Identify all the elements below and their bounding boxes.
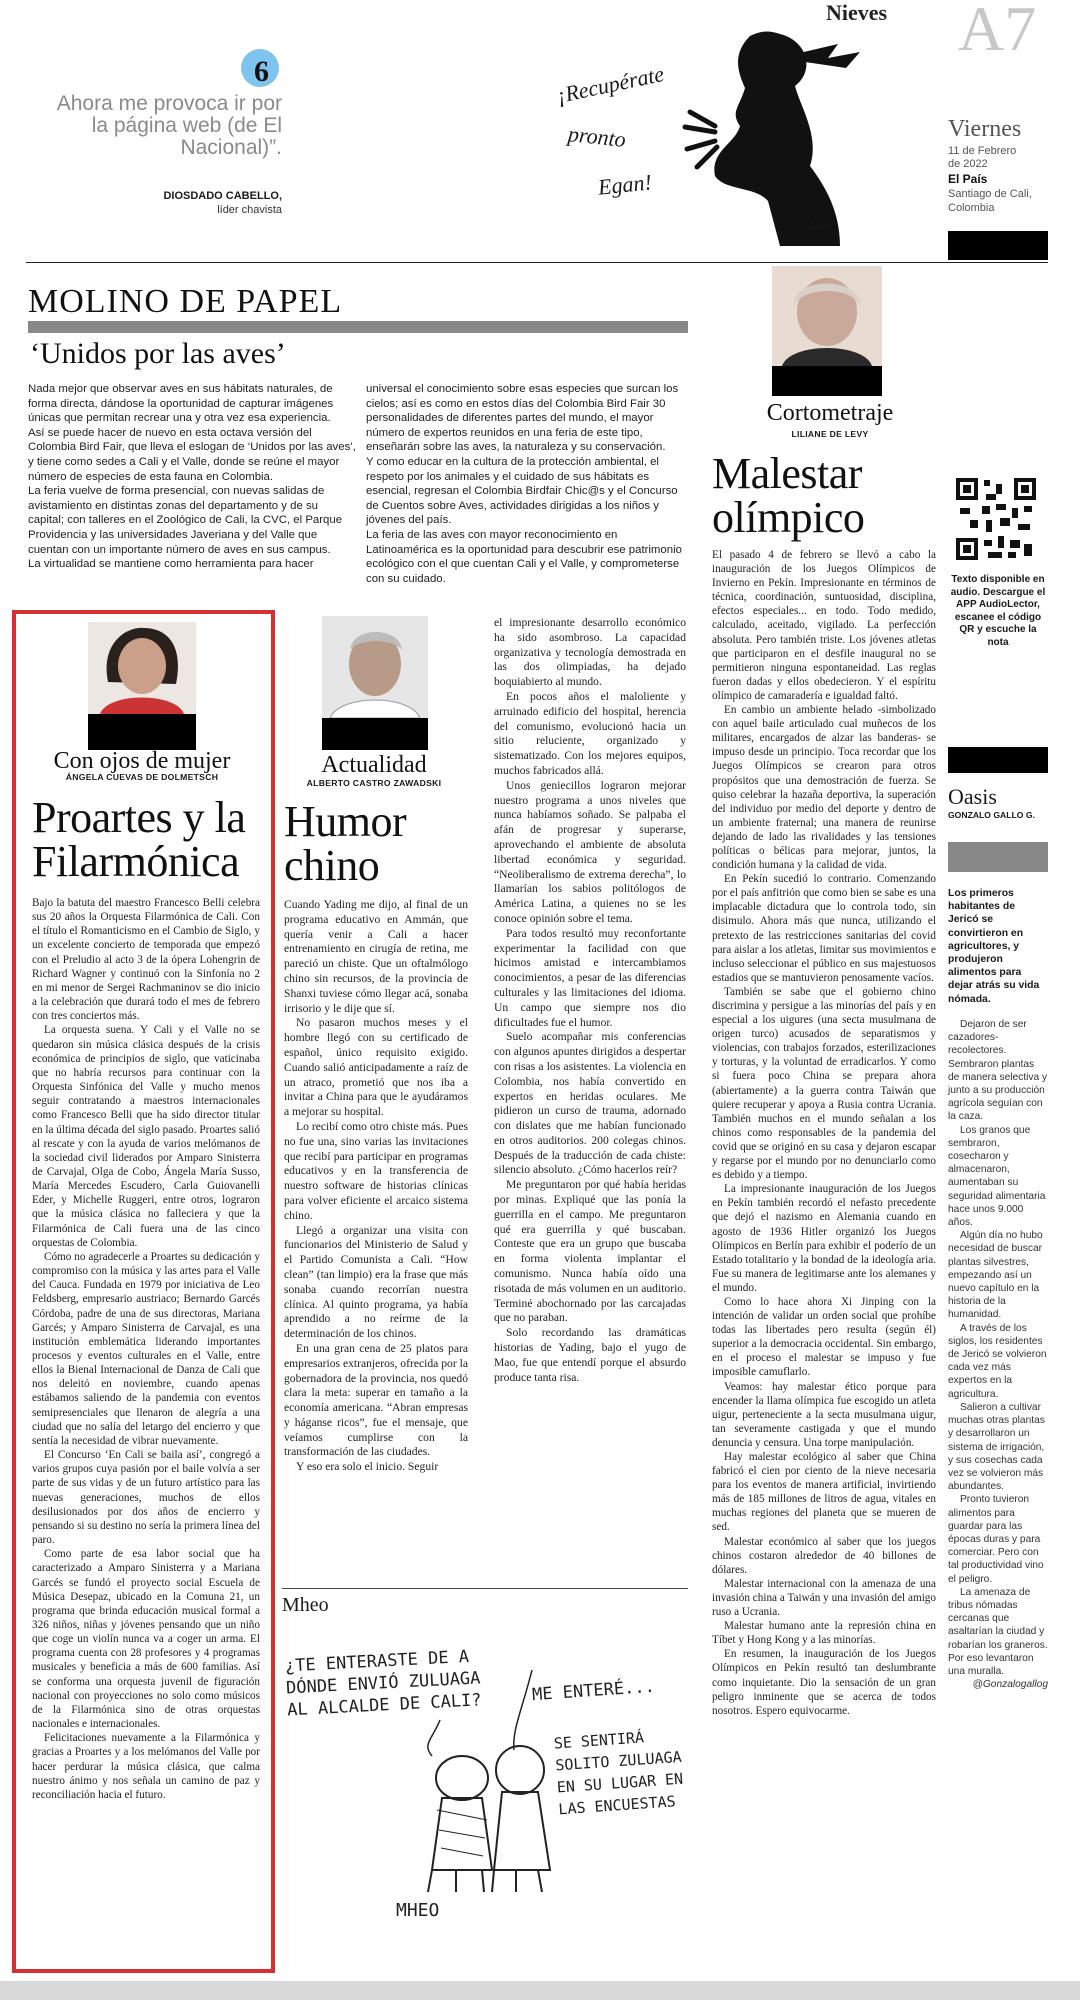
author-bar-liliane [772, 366, 882, 396]
oasis-p: Los granos que sembraron, cosecharon y almacenaron, aumentaban su seguridad alimentaria hace unos 9.000 años. [948, 1124, 1046, 1229]
section-label: Nieves [826, 0, 888, 25]
molino-p: universal el conocimiento sobre esas especies que surcan los cielos; así es como en estos días del Colombia Bird Fair 30 personalidades de diferentes partes del mundo, el mayor número de expertos reunidos en una feria de este tipo, enseñarán sobre las aves, la naturaleza y su conservación. [366, 383, 679, 454]
portrait-alberto-graphic [322, 616, 428, 718]
mheo-label: Mheo [282, 1594, 329, 1616]
molino-p: La feria de las aves con mayor reconocimiento en Latinoamérica es la oportunidad para descubrir ese patrimonio ecológico con el que cuentan Cali y el Valle, y comprometerse con su cuidado. [366, 528, 682, 585]
actualidad-p: el impresionante desarrollo económico ha sido asombroso. La capacidad organizativa y tecnología demostrada en las dos olimpiadas, ha dejado boquiabierto al mundo. [494, 616, 686, 689]
actualidad-p: Suelo acompañar mis conferencias con algunos apuntes dirigidos a despertar con risas a los asistentes. La violencia en Colombia, nos había convertido en expertos en heridas oculares. Me pidieron un curso de trauma, adornado con dislates que me habían funcionado en otros auditorios. 200 colegas chinos. Después de la traducción de cada chiste: silencio absoluto. ¿Cómo hacerlos reír? [494, 1030, 686, 1177]
quote-icon: 6 [241, 49, 279, 87]
con-ojos-p: La orquesta suena. Y Cali y el Valle no se quedaron sin música clásica después de la crisis económica de principios de siglo, que vaticinaba que no habría recursos para continuar con la Orquesta Sinfónica del Valle y mucho menos seguir contratando a maestros internacionales como Francesco Belli que ha sido director titular en la última década del siglo pasado. Proartes salió al rescate y con la ayuda de varios melómanos de la sociedad civil liderados por Amparo Sinisterra de Carvajal, Olga de Cobo, Ángela María Susso, María Mercedes Escudero, Carla Guiovanelli Eder, y Michelle Ruggeri, entre otros, lograron que la música clásica no falleciera y que la Filarmónica de Cali fuera una de las cinco orquestas de Colombia. [32, 1024, 260, 1249]
actualidad-p: Me preguntaron por qué había heridas por minas. Expliqué que las ponía la guerrilla en el campo. Me preguntaron qué era guerrilla y qué buscaban. Conteste que era un grupo que buscaba en forma violenta implantar el comunismo. Nunca había oído una risotada de más volumen en un auditorio. Terminé abochornado por las carcajadas que no paraban. [494, 1178, 686, 1325]
molino-p: La feria vuelve de forma presencial, con nuevas salidas de avistamiento en distintas zonas del departamento y de su capital; con talleres en el Zoológico de Cali, la CVC, el Parque Providencia y las universidades Javeriana y del Valle que cuentan con un importante número de aves en sus campus. [28, 485, 343, 556]
cortometraje-p: En Pekín sucedió lo contrario. Comenzando por el país anfitrión que como bien se sabe es una implacable dictadura que lo controla todo, sin disimulo. Ahora más que nunca, utilizando el pretexto de las restricciones sanitarias del covid para aislar a los atletas, limitar sus movimientos e incluso seleccionar el público en sus majestuosos estadios que se mantuvieron penosamente vacíos. [712, 873, 936, 984]
con-ojos-section: Con ojos de mujer [53, 748, 231, 774]
page-number: A7 [958, 0, 1037, 64]
header-black-bar [948, 231, 1048, 260]
cortometraje-p: Malestar internacional con la amenaza de una invasión china a Taiwán y una invasión del amigo ruso a Ucrania. [712, 1577, 936, 1619]
cortometraje-section: Cortometraje [766, 400, 894, 426]
actualidad-headline: Humor chino [284, 797, 407, 890]
con-ojos-p: El Concurso ‘En Cali se baila así’, congregó a varios grupos cuya pasión por el baile volvía a ser parte de sus vidas y de un futuro artístico para las nuevas generaciones, muchos de ellos desilusionados por dos años de encierro y pensando si su destino no sería la primera línea del paro. [32, 1449, 260, 1547]
cortometraje-p: El pasado 4 de febrero se llevó a cabo la inauguración de los Juegos Olímpicos de Invierno en Pekín. Impresionante en términos de técnica, coordinación, suntuosidad, disciplina, efectos especiales... en todo. Todo medido, calculado, aceitado, vigilado. La perfección absoluta. Pero también triste. Los jóvenes atletas que participaron en el desfile inaugural no se permitieron ninguna espontaneidad. Las reglas fueron dadas y ellos obedecieron. Y el espíritu olímpico de camaradería e igualdad faltó. [712, 549, 936, 702]
oasis-author: GONZALO GALLO G. [948, 810, 1035, 820]
cortometraje-p: También se sabe que el gobierno chino discrimina y persigue a las minorías del país y en especial a los uigures (una secta musulmana de origen turco) acusados de separatismos y violencias, con trabajos forzados, esterilizaciones y torturas, y la voluntad de erradicarlos. Y como si fuera poco China se prepara ahora (abiertamente) a la guerra contra Taiwán que quiere recuperar y apoya a Rusia contra Ucrania. También muchos en el mundo señalan a los chinos como responsables de la pandemia del covid que se originó en su casa y dejaron escapar y regarse por el mundo por no denunciarlo como es debido y a tiempo. [712, 985, 936, 1182]
city: Santiago de Cali, [948, 188, 1032, 200]
audio-note: Texto disponible en audio. Descargue el APP AudioLector, escanee el código QR y escuche la nota [950, 574, 1046, 648]
actualidad-p: En pocos años el maloliente y arruinado edificio del hospital, herencia del comunismo, evolucionó hacia un sitio reluciente, organizado y sistematizado. Con los mejores equipos, muchos fabricados allá. [494, 689, 686, 777]
cartoon-top-line2: pronto [566, 121, 628, 152]
paper-name: El País [948, 172, 988, 186]
qr-code-graphic [956, 478, 1036, 560]
molino-p: Y como educar en la cultura de la protección ambiental, el respeto por los animales y el cuidado de sus hábitats es esencial, regresan el Colombia Birdfair Chic@s y el Concurso de Cuentos sobre Aves, actividades dirigidas a los niños y jóvenes del país. [366, 455, 678, 527]
cortometraje-p: Malestar humano ante la represión china en Tíbet y Hong Kong y a las minorías. [712, 1620, 936, 1647]
con-ojos-author: ÁNGELA CUEVAS DE DOLMETSCH [65, 772, 219, 782]
mheo-signature: MHEO [396, 1900, 440, 1921]
con-ojos-p: Cómo no agradecerle a Proartes su dedicación y compromiso con la música y las artes para el Valle del Cauca. Fundada en 1979 por iniciativa de Leo Feldsberg, empresario austriaco; Bernardo Garcés Córdoba, padre de una de sus directoras, Mariana Garcés; y Amparo Sinisterra de Carvajal, es una institución emblemática liderando importantes procesos y eventos culturales en el Valle, entre ellos la Bienal Internacional de Danza de Cali que nos deleitó en noviembre, cuando apenas estábamos saliendo de la pandemia con eventos semipresenciales que llenaron de alegría a una ciudad que no salía del letargo del encierro y que sentía la necesidad de vibrar nuevamente. [32, 1250, 260, 1447]
molino-col1 [28, 382, 356, 572]
oasis-handle[interactable]: @Gonzalogallog [972, 1679, 1048, 1691]
date-year: de 2022 [948, 158, 988, 170]
mheo-bubble1: ¿TE ENTERASTE DE A DÓNDE ENVIÓ ZULUAGA AL ALCALDE DE CALI? [284, 1646, 483, 1721]
actualidad-author: ALBERTO CASTRO ZAWADSKI [306, 778, 442, 788]
actualidad-section: Actualidad [321, 752, 427, 778]
actualidad-p: Unos geniecillos lograron mejorar nuestro programa a unos niveles que nunca habíamos soñado. Se palpaba el afán de progresar y superarse, aprovechando el ambiente de absoluta libertad económica y seguridad. “Neoliberalismo de extrema derecha”, lo llamarían los sabios politólogos de América Latina, a quienes no se les conoce opinión sobre el tema. [494, 778, 686, 925]
cortometraje-body [712, 548, 936, 1718]
actualidad-p: Lo recibí como otro chiste más. Pues no fue una, sino varias las invitaciones que recibí para participar en programas educativos y en la transferencia de nuestro software de historias clínicas para volver eficiente el arcaico sistema chino. [284, 1119, 468, 1222]
molino-masthead: MOLINO DE PAPEL [28, 283, 343, 320]
cortometraje-author: LILIANE DE LEVY [791, 429, 869, 439]
oasis-p: Algún día no hubo necesidad de buscar plantas silvestres, empezando así un nuevo capítulo en la historia de la humanidad. [948, 1230, 1043, 1321]
molino-gray-bar [28, 321, 688, 333]
quote-author: DIOSDADO CABELLO, [163, 190, 282, 202]
header-rule [26, 262, 1048, 263]
con-ojos-p: Felicitaciones nuevamente a la Filarmónica y gracias a Proartes y a los melómanos del Valle por hacer perdurar la música clásica, que calma nuestro ánimo y nos señala un camino de paz y reconciliación hacia el futuro. [32, 1732, 260, 1801]
molino-p: La virtualidad se mantiene como herramienta para hacer [28, 558, 314, 571]
oasis-black-bar [948, 747, 1048, 773]
mheo-bubble2: ME ENTERÉ... [531, 1676, 656, 1706]
oasis-gray-bar [948, 842, 1048, 872]
actualidad-p: No pasaron muchos meses y el hombre llegó con su certificado de español, único requisito exigido. Cuando salió anticipadamente a raíz de un atraco, prometió que nos iba a invitar a China para que le ayudáramos a mejorar su hospital. [284, 1016, 468, 1119]
author-photo-alberto [322, 616, 428, 718]
cortometraje-headline: Malestar olímpico [712, 449, 865, 542]
country: Colombia [948, 202, 995, 214]
qr-code[interactable] [956, 478, 1036, 560]
molino-p: Nada mejor que observar aves en sus hábitats naturales, de forma directa, dándose la oportunidad de capturar imágenes únicas que permitan recrear una y otra vez esa experiencia. [28, 383, 334, 425]
molino-p: Así se puede hacer de nuevo en esta octava versión del Colombia Bird Fair, que lleva el eslogan de ‘Unidos por las aves’, y tiene como sedes a Cali y el Valle, donde se reúne el mayor número de especies de esta fauna en Colombia. [28, 426, 356, 483]
actualidad-p: Llegó a organizar una visita con funcionarios del Ministerio de Salud y el Partido Comunista a Cali. “How clean” (tan limpio) era la frase que más sonaba cuando recorrían nuestra clínica. Al quinto programa, ya había aprendido a no reírme de la determinación de los chinos. [284, 1223, 468, 1341]
portrait-liliane-graphic [772, 266, 882, 366]
oasis-p: La amenaza de tribus nómadas cercanas que asaltarían la ciudad y robarían los graneros. Por eso levantaron una muralla. [948, 1586, 1048, 1677]
oasis-lead: Los primeros habitantes de Jericó se convirtieron en agricultores, y produjeron alimentos para dejar atrás su vida nómada. [948, 888, 1040, 1005]
author-bar-alberto [322, 718, 428, 750]
oasis-p: Dejaron de ser cazadores-recolectores. Sembraron plantas de manera selectiva y junto a su producción agrícola seguían con la caza. [948, 1019, 1048, 1123]
actualidad-p: Cuando Yading me dijo, al final de un programa educativo en Ammán, que quería venir a Cali a hacer entrenamiento en cirugía de retina, me pareció un chiste. Que un oftalmólogo chino sin recursos, de la provincia de Shanxi tuviese cómo llegar acá, sonaba irrisorio y le dije que sí. [284, 898, 468, 1015]
date-line: 11 de Febrero [948, 145, 1017, 157]
actualidad-p: Solo recordando las dramáticas historias de Yading, bajo el yugo de Mao, fue que entendí porque el absurdo produce tanta risa. [494, 1326, 686, 1384]
cartoon-top-signature: Lapo [810, 220, 833, 232]
cartoon-top-line1: ¡Recupérate [554, 60, 667, 109]
actualidad-p: En una gran cena de 25 platos para empresarios extranjeros, ofrecida por la gobernadora de la provincia, nos quedó clara la meta: superar en tamaño a la economía americana. “Abran empresas y háganse ricos”, fue el mensaje, que veíamos cumplirse con la transformación de las ciudades. [284, 1341, 468, 1459]
quote-role: líder chavista [217, 204, 282, 216]
con-ojos-p: Como parte de esa labor social que ha caracterizado a Amparo Sinisterra y a Mariana Garcés se fundó el proyecto social Escuela de Música Desepaz, ubicado en la Comuna 21, un programa que brinda educación musical formal a 326 niños, niñas y jóvenes pensando que un niño que coge un violín nunca va a coger un arma. El programa cuenta con 28 profesores y 4 programas musicales y beneficia a más de 600 familias. Así se conforma una orquesta juvenil de figuración nacional con proyecciones no solo como músicos de la Filarmónica sino de otras orquestas nacionales e internacionales. [32, 1548, 260, 1731]
cortometraje-p: Veamos: hay malestar ético porque para encender la llama olímpica fue escogido un atleta uigur, perteneciente a la secta musulmana uigur, tan severamente castigada y que el mundo denuncia y censura. Una torpe manipulación. [712, 1380, 936, 1449]
cartoon-top-line3: Egan! [596, 169, 653, 200]
footer-bar [0, 1981, 1080, 2000]
molino-title: ‘Unidos por las aves’ [30, 337, 286, 370]
oasis-p: Pronto tuvieron alimentos para guardar para las épocas duras y para comerciar. Pero con tal productividad vino el peligro. [948, 1494, 1044, 1585]
con-ojos-body [32, 896, 260, 1802]
oasis-title: Oasis [948, 784, 997, 809]
author-photo-angela [88, 622, 196, 714]
cortometraje-p: Hay malestar ecológico al saber que China fabricó el cien por ciento de la nieve necesaria para los eventos de manera artificial, invirtiendo más de 185 millones de litros de agua, vitales en muchas regiones del planeta que se mueren de sed. [712, 1451, 936, 1534]
oasis-body [948, 1018, 1048, 1691]
author-photo-liliane [772, 266, 882, 366]
con-ojos-headline: Proartes y la Filarmónica [32, 793, 246, 886]
molino-col2 [366, 382, 688, 586]
author-bar-angela [88, 714, 196, 750]
quote-text: Ahora me provoca ir por la página web (de El Nacional)”. [56, 92, 282, 159]
cortometraje-p: Malestar económico al saber que los juegos chinos costaron alrededor de 40 billones de dólares. [712, 1535, 936, 1576]
oasis-p: Salieron a cultivar muchas otras plantas y desarrollaron un sistema de irrigación, y sus cosechas cada vez se volvieron más abundantes. [948, 1401, 1045, 1493]
con-ojos-p: Bajo la batuta del maestro Francesco Belli celebra sus 20 años la Orquesta Filarmónica de Cali. Con el título el Romanticismo en el Cambio de Siglo, y un excelente concierto de temporada que empezó con el Preludio al acto 3 de la ópera Lohengrin de Richard Wagner y continuó con la Sinfonía no 2 en mi menor de Sergei Rachmaninov se dio inicio a la celebración que durará todo el mes de febrero con tres conciertos más. [32, 897, 260, 1023]
actualidad-p: Para todos resultó muy reconfortante experimentar la facilidad con que hicimos amistad e intercambiamos conocimientos, a pesar de las diferencias culturales y las limitaciones del idioma. Un campo que siempre nos dio dificultades fue el humor. [494, 926, 686, 1029]
mheo-rule [282, 1588, 688, 1589]
actualidad-p: Y eso era solo el inicio. Seguir [296, 1460, 439, 1474]
oasis-p: A través de los siglos, los residentes de Jericó se volvieron cada vez más expertos en la agricultura. [948, 1322, 1047, 1400]
cortometraje-p: La impresionante inauguración de los Juegos en Pekín también recordó el nefasto precedente que dejó el nazismo en Alemania cuando en agosto de 1936 Hitler organizó los Juegos Olímpicos en Berlín para exhibir el poderío de un Estado totalitario y la bondad de la ideología aria. Fue su manera de legitimarse ante los alemanes y el mundo. [712, 1183, 936, 1294]
actualidad-col1 [284, 898, 468, 1475]
cortometraje-p: En cambio un ambiente helado -simbolizado con aquel baile articulado cual muñecos de los militares, encargados de alzar las banderas- se impuso desde un principio. Toca recordar que los Juegos Olímpicos se crearon para otros propósitos que una demostración de fuerza. Se quiso celebrar la hazaña deportiva, la superación del individuo por medio del deporte y dentro de un ambiente fraternal; una manera de reunirse dejando de lado las rivalidades y las tensiones políticas o bélicas para mejorar, juntos, la condición humana y la calidad de vida. [712, 704, 936, 872]
mheo-bubble3: SE SENTIRÁ SOLITO ZULUAGA EN SU LUGAR EN LAS ENCUESTAS [553, 1728, 684, 1819]
date-day: Viernes [948, 116, 1022, 142]
actualidad-col2 [494, 616, 686, 1385]
cortometraje-p: Como lo hace ahora Xi Jinping con la intención de validar un orden social que prohíbe todas las libertades pero resulta (según él) superior a la democracia occidental. Sin embargo, en el proceso el malestar se impuso y fue imposible camuflarlo. [712, 1295, 936, 1379]
cortometraje-p: En resumen, la inauguración de los Juegos Olímpicos en Pekín resultó tan deslumbrante como inquietante. Dio la sensación de un gran peligro inminente que se acerca de todos nosotros. Espero equivocarme. [712, 1648, 936, 1717]
portrait-angela-graphic [88, 622, 196, 714]
